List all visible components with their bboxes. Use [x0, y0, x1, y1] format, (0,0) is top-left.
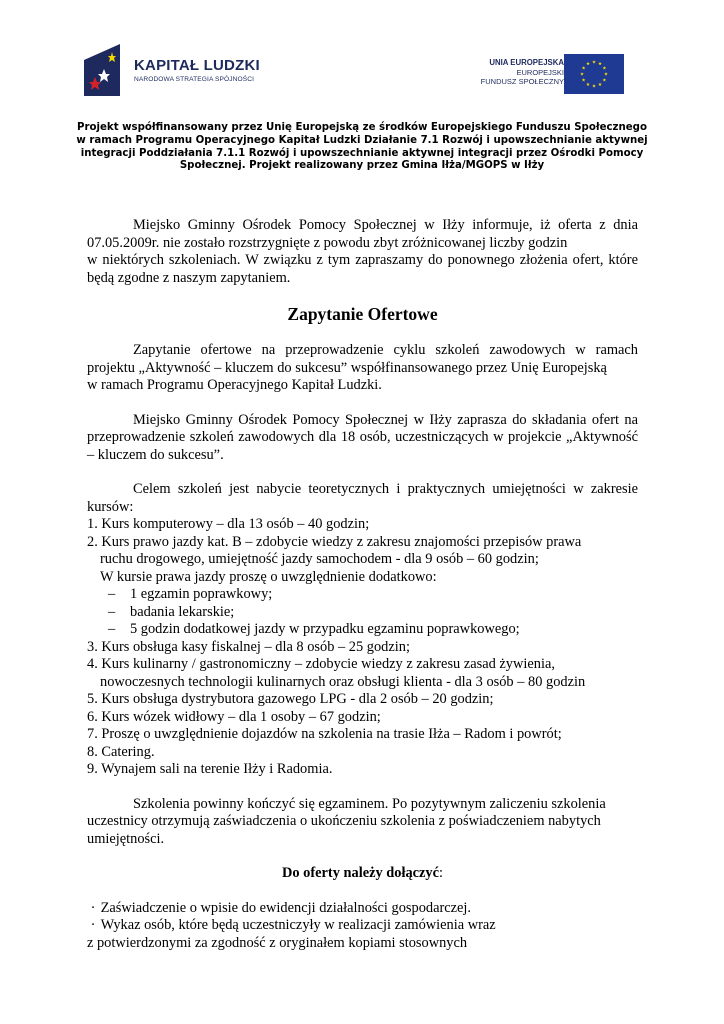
- course-line: W kursie prawa jazdy proszę o uwzględnienie dodatkowo:: [100, 568, 437, 585]
- project-note-line: w ramach Programu Operacyjnego Kapitał Ludzki Działanie 7.1 Rozwój i upowszechnianie aktywnej: [76, 134, 648, 146]
- eu-flag-icon: [564, 54, 624, 94]
- list-item: [87, 917, 638, 935]
- document-body: [87, 217, 638, 952]
- kapital-ludzki-title: KAPITAŁ LUDZKI: [134, 57, 260, 74]
- course-line: ruchu drogowego, umiejętność jazdy samochodem - dla 9 osób – 60 godzin;: [100, 551, 539, 567]
- dash-mark: –: [108, 603, 116, 620]
- list-item-text: Wykaz osób, które będą uczestniczyły w realizacji zamówienia wraz: [100, 917, 496, 933]
- list-item: [87, 586, 638, 604]
- attachments-heading-colon: :: [439, 865, 444, 881]
- kapital-ludzki-subtitle: NARODOWA STRATEGIA SPÓJNOŚCI: [134, 76, 255, 83]
- intro-paragraph-1: Miejsko Gminny Ośrodek Pomocy Społecznej w Iłży informuje, iż oferta z dnia 07.05.2009r. nie zostało rozstrzygnięte z powodu zbyt zróżnicowanej liczby godzin: [87, 217, 638, 251]
- dash-mark: –: [108, 621, 116, 637]
- list-item: [87, 621, 638, 639]
- course-item: 5. Kurs obsługa dystrybutora gazowego LPG - dla 2 osób – 20 godzin;: [87, 691, 494, 707]
- driving-extras-list: [87, 586, 638, 639]
- course-item: 3. Kurs obsługa kasy fiskalnej – dla 8 osób – 25 godzin;: [87, 638, 410, 655]
- exam-paragraph: Szkolenia powinny kończyć się egzaminem. Po pozytywnym zaliczeniu szkolenia uczestnicy otrzymują zaświadczenia o ukończeniu szkolenia z poświadczeniem nabytych umiejętności.: [87, 795, 606, 847]
- bullet-mark: ·: [90, 899, 96, 916]
- course-line: nowoczesnych technologii kulinarnych oraz obsługi klienta - dla 3 osób – 80 godzin: [100, 673, 586, 690]
- project-funding-note: [60, 122, 664, 173]
- course-item: [87, 534, 638, 639]
- eu-name: UNIA EUROPEJSKA: [489, 58, 564, 67]
- invitation-paragraph: Miejsko Gminny Ośrodek Pomocy Społecznej w Iłży zaprasza do składania ofert na przeprowadzenie szkoleń zawodowych dla 18 osób, uczestniczących w projekcie „Aktywność – kluczem do sukcesu”.: [87, 411, 638, 463]
- course-item: 6. Kurs wózek widłowy – dla 1 osoby – 67 godzin;: [87, 708, 381, 725]
- goal-paragraph: Celem szkoleń jest nabycie teoretycznych i praktycznych umiejętności w zakresie kursów:: [87, 481, 638, 515]
- attachments-heading: [87, 865, 638, 883]
- course-item: 7. Proszę o uwzględnienie dojazdów na szkolenia na trasie Iłża – Radom i powrót;: [87, 726, 562, 742]
- eu-fund-line1: EUROPEJSKI: [516, 67, 564, 77]
- attachments-list: [87, 900, 638, 953]
- eu-text-block: [481, 58, 564, 87]
- list-item: [87, 604, 638, 622]
- list-item-text: 5 godzin dodatkowej jazdy w przypadku egzaminu poprawkowego;: [130, 621, 520, 637]
- attachments-heading-text: Do oferty należy dołączyć: [281, 865, 440, 881]
- list-item-text: 1 egzamin poprawkowy;: [130, 586, 273, 602]
- page-title: Zapytanie Ofertowe: [287, 304, 438, 324]
- list-item-text: Zaświadczenie o wpisie do ewidencji działalności gospodarczej.: [100, 899, 472, 916]
- course-list: [87, 516, 638, 779]
- course-item: 1. Kurs komputerowy – dla 13 osób – 40 godzin;: [87, 516, 370, 532]
- project-note-line: Projekt współfinansowany przez Unię Europejską ze środków Europejskiego Funduszu Społecznego: [77, 122, 647, 133]
- course-item: [87, 656, 638, 691]
- bullet-mark: ·: [90, 917, 96, 933]
- course-line: 2. Kurs prawo jazdy kat. B – zdobycie wiedzy z zakresu znajomości przepisów prawa: [87, 533, 582, 550]
- project-note-line: Społecznej. Projekt realizowany przez Gmina Iłża/MGOPS w Iłży: [179, 160, 545, 172]
- project-note-line: integracji Poddziałania 7.1.1 Rozwój i upowszechnianie aktywnej integracji przez Ośrodki Pomocy: [80, 147, 644, 159]
- course-item: 8. Catering.: [87, 743, 155, 760]
- purpose-paragraph: Zapytanie ofertowe na przeprowadzenie cyklu szkoleń zawodowych w ramach projektu „Aktywność – kluczem do sukcesu” współfinansowanego przez Unię Europejską: [87, 342, 638, 376]
- course-line: 4. Kurs kulinarny / gastronomiczny – zdobycie wiedzy z zakresu zasad żywienia,: [87, 656, 555, 672]
- intro-paragraph-2: w niektórych szkoleniach. W związku z tym zapraszamy do ponownego złożenia ofert, które będą zgodne z naszym zapytaniem.: [87, 252, 638, 286]
- eu-fund-line2: FUNDUSZ SPOŁECZNY: [480, 77, 564, 86]
- list-item: [87, 900, 638, 918]
- purpose-paragraph-end: w ramach Programu Operacyjnego Kapitał Ludzki.: [87, 377, 382, 393]
- list-item: z potwierdzonymi za zgodność z oryginałem kopiami stosownych: [87, 934, 468, 951]
- dash-mark: –: [108, 586, 116, 602]
- list-item-text: badania lekarskie;: [130, 603, 235, 620]
- course-item: 9. Wynajem sali na terenie Iłży i Radomia.: [87, 761, 333, 777]
